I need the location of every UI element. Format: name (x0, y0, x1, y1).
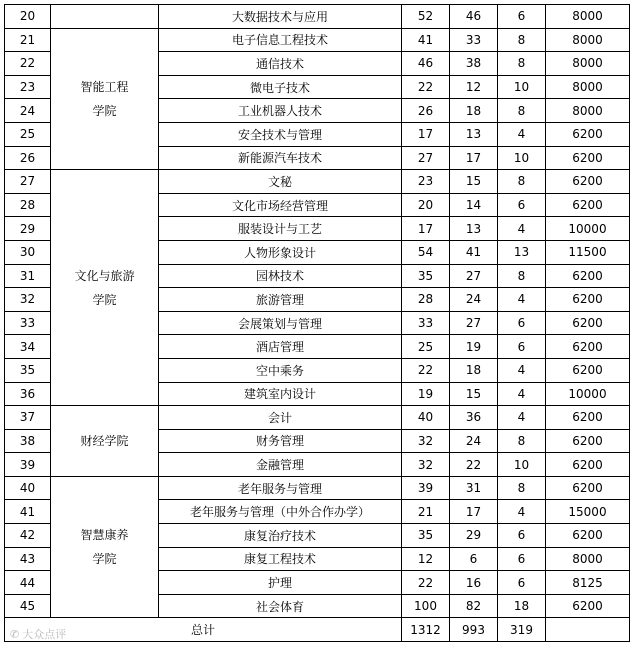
school-name-line: 智慧康养 (80, 528, 129, 543)
tuition-fee: 15000 (546, 500, 630, 524)
count-b: 46 (450, 5, 498, 29)
major-name: 金融管理 (159, 453, 402, 477)
major-name: 服装设计与工艺 (159, 217, 402, 241)
row-number: 32 (5, 288, 51, 312)
total-fee (546, 618, 630, 642)
plan-count: 26 (402, 99, 450, 123)
count-b: 6 (450, 547, 498, 571)
plan-count: 33 (402, 311, 450, 335)
plan-count: 35 (402, 264, 450, 288)
row-number: 22 (5, 52, 51, 76)
tuition-fee: 6200 (546, 288, 630, 312)
tuition-fee: 8125 (546, 571, 630, 595)
plan-count: 32 (402, 429, 450, 453)
count-b: 24 (450, 288, 498, 312)
major-name: 空中乘务 (159, 358, 402, 382)
count-b: 13 (450, 122, 498, 146)
school-name (51, 28, 159, 170)
tuition-fee: 6200 (546, 476, 630, 500)
school-name-line: 学院 (92, 292, 117, 307)
table-row (5, 170, 630, 194)
plan-count: 12 (402, 547, 450, 571)
plan-count: 46 (402, 52, 450, 76)
tuition-fee: 8000 (546, 28, 630, 52)
plan-count: 22 (402, 571, 450, 595)
plan-count: 23 (402, 170, 450, 194)
plan-count: 35 (402, 524, 450, 548)
major-name: 人物形象设计 (159, 240, 402, 264)
count-b: 18 (450, 358, 498, 382)
count-c: 8 (498, 99, 546, 123)
plan-count: 19 (402, 382, 450, 406)
row-number: 40 (5, 476, 51, 500)
count-c: 4 (498, 217, 546, 241)
count-c: 10 (498, 453, 546, 477)
row-number: 24 (5, 99, 51, 123)
count-c: 8 (498, 476, 546, 500)
row-number: 42 (5, 524, 51, 548)
tuition-fee: 11500 (546, 240, 630, 264)
school-name (51, 170, 159, 406)
major-name: 通信技术 (159, 52, 402, 76)
row-number: 34 (5, 335, 51, 359)
row-number: 29 (5, 217, 51, 241)
watermark-text: 大众点评 (22, 628, 67, 641)
count-b: 41 (450, 240, 498, 264)
tuition-fee: 6200 (546, 335, 630, 359)
count-c: 6 (498, 547, 546, 571)
row-number: 45 (5, 594, 51, 618)
tuition-fee: 8000 (546, 5, 630, 29)
count-c: 8 (498, 429, 546, 453)
count-b: 13 (450, 217, 498, 241)
count-c: 10 (498, 75, 546, 99)
count-c: 4 (498, 288, 546, 312)
major-name: 大数据技术与应用 (159, 5, 402, 29)
count-c: 6 (498, 193, 546, 217)
count-b: 82 (450, 594, 498, 618)
tuition-fee: 8000 (546, 52, 630, 76)
count-b: 36 (450, 406, 498, 430)
major-name: 文化市场经营管理 (159, 193, 402, 217)
major-name: 护理 (159, 571, 402, 595)
count-c: 4 (498, 358, 546, 382)
major-name: 财务管理 (159, 429, 402, 453)
school-name (51, 476, 159, 618)
tuition-fee: 6200 (546, 122, 630, 146)
plan-count: 41 (402, 28, 450, 52)
major-name: 康复治疗技术 (159, 524, 402, 548)
plan-count: 17 (402, 122, 450, 146)
tuition-fee: 6200 (546, 358, 630, 382)
count-b: 15 (450, 382, 498, 406)
tuition-fee: 8000 (546, 99, 630, 123)
row-number: 36 (5, 382, 51, 406)
row-number: 33 (5, 311, 51, 335)
enrollment-table (4, 4, 630, 642)
tuition-fee: 6200 (546, 264, 630, 288)
major-name: 安全技术与管理 (159, 122, 402, 146)
school-name-line: 智能工程 (80, 79, 129, 94)
plan-count: 100 (402, 594, 450, 618)
tuition-fee: 8000 (546, 75, 630, 99)
major-name: 会计 (159, 406, 402, 430)
count-c: 8 (498, 52, 546, 76)
plan-count: 21 (402, 500, 450, 524)
total-label: 总计 (5, 618, 402, 642)
school-name-line: 文化与旅游 (74, 268, 135, 283)
table-row (5, 476, 630, 500)
count-c: 6 (498, 335, 546, 359)
row-number: 44 (5, 571, 51, 595)
count-b: 17 (450, 500, 498, 524)
count-b: 14 (450, 193, 498, 217)
count-b: 19 (450, 335, 498, 359)
count-c: 8 (498, 170, 546, 194)
row-number: 37 (5, 406, 51, 430)
plan-count: 22 (402, 75, 450, 99)
school-name (51, 406, 159, 477)
watermark-logo-icon: ✆ (10, 628, 20, 641)
watermark (10, 626, 66, 642)
major-name: 老年服务与管理（中外合作办学） (159, 500, 402, 524)
count-b: 22 (450, 453, 498, 477)
tuition-fee: 6200 (546, 146, 630, 170)
count-b: 12 (450, 75, 498, 99)
count-b: 31 (450, 476, 498, 500)
row-number: 43 (5, 547, 51, 571)
count-c: 8 (498, 28, 546, 52)
major-name: 园林技术 (159, 264, 402, 288)
major-name: 旅游管理 (159, 288, 402, 312)
row-number: 28 (5, 193, 51, 217)
major-name: 微电子技术 (159, 75, 402, 99)
major-name: 电子信息工程技术 (159, 28, 402, 52)
count-b: 15 (450, 170, 498, 194)
major-name: 文秘 (159, 170, 402, 194)
count-c: 4 (498, 500, 546, 524)
row-number: 21 (5, 28, 51, 52)
tuition-fee: 6200 (546, 429, 630, 453)
plan-count: 17 (402, 217, 450, 241)
major-name: 酒店管理 (159, 335, 402, 359)
count-c: 6 (498, 311, 546, 335)
row-number: 31 (5, 264, 51, 288)
school-cell-empty (51, 5, 159, 29)
row-number: 23 (5, 75, 51, 99)
count-c: 13 (498, 240, 546, 264)
count-b: 29 (450, 524, 498, 548)
major-name: 会展策划与管理 (159, 311, 402, 335)
row-number: 26 (5, 146, 51, 170)
count-b: 27 (450, 264, 498, 288)
row-number: 30 (5, 240, 51, 264)
count-c: 6 (498, 571, 546, 595)
count-c: 10 (498, 146, 546, 170)
row-number: 20 (5, 5, 51, 29)
school-name-line: 学院 (92, 103, 117, 118)
count-c: 4 (498, 122, 546, 146)
row-number: 38 (5, 429, 51, 453)
row-number: 35 (5, 358, 51, 382)
plan-count: 39 (402, 476, 450, 500)
plan-count: 54 (402, 240, 450, 264)
count-c: 4 (498, 406, 546, 430)
tuition-fee: 6200 (546, 311, 630, 335)
plan-count: 52 (402, 5, 450, 29)
total-row (5, 618, 630, 642)
school-name-text: 财经学院 (80, 433, 129, 448)
row-number: 39 (5, 453, 51, 477)
count-b: 16 (450, 571, 498, 595)
tuition-fee: 6200 (546, 594, 630, 618)
count-c: 8 (498, 264, 546, 288)
table-row (5, 406, 630, 430)
school-name-line: 学院 (92, 552, 117, 567)
major-name: 工业机器人技术 (159, 99, 402, 123)
tuition-fee: 6200 (546, 453, 630, 477)
total-a: 1312 (402, 618, 450, 642)
total-b: 993 (450, 618, 498, 642)
row-number: 25 (5, 122, 51, 146)
table-row (5, 28, 630, 52)
tuition-fee: 6200 (546, 170, 630, 194)
count-c: 4 (498, 382, 546, 406)
count-b: 38 (450, 52, 498, 76)
major-name: 新能源汽车技术 (159, 146, 402, 170)
tuition-fee: 6200 (546, 193, 630, 217)
major-name: 社会体育 (159, 594, 402, 618)
major-name: 建筑室内设计 (159, 382, 402, 406)
major-name: 老年服务与管理 (159, 476, 402, 500)
total-c: 319 (498, 618, 546, 642)
plan-count: 22 (402, 358, 450, 382)
count-c: 18 (498, 594, 546, 618)
tuition-fee: 10000 (546, 382, 630, 406)
count-c: 6 (498, 524, 546, 548)
table-row (5, 5, 630, 29)
plan-count: 25 (402, 335, 450, 359)
row-number: 41 (5, 500, 51, 524)
plan-count: 32 (402, 453, 450, 477)
plan-count: 20 (402, 193, 450, 217)
tuition-fee: 6200 (546, 406, 630, 430)
plan-count: 28 (402, 288, 450, 312)
count-b: 24 (450, 429, 498, 453)
count-c: 6 (498, 5, 546, 29)
tuition-fee: 8000 (546, 547, 630, 571)
tuition-fee: 10000 (546, 217, 630, 241)
count-b: 18 (450, 99, 498, 123)
count-b: 17 (450, 146, 498, 170)
tuition-fee: 6200 (546, 524, 630, 548)
count-b: 33 (450, 28, 498, 52)
major-name: 康复工程技术 (159, 547, 402, 571)
plan-count: 27 (402, 146, 450, 170)
row-number: 27 (5, 170, 51, 194)
plan-count: 40 (402, 406, 450, 430)
count-b: 27 (450, 311, 498, 335)
